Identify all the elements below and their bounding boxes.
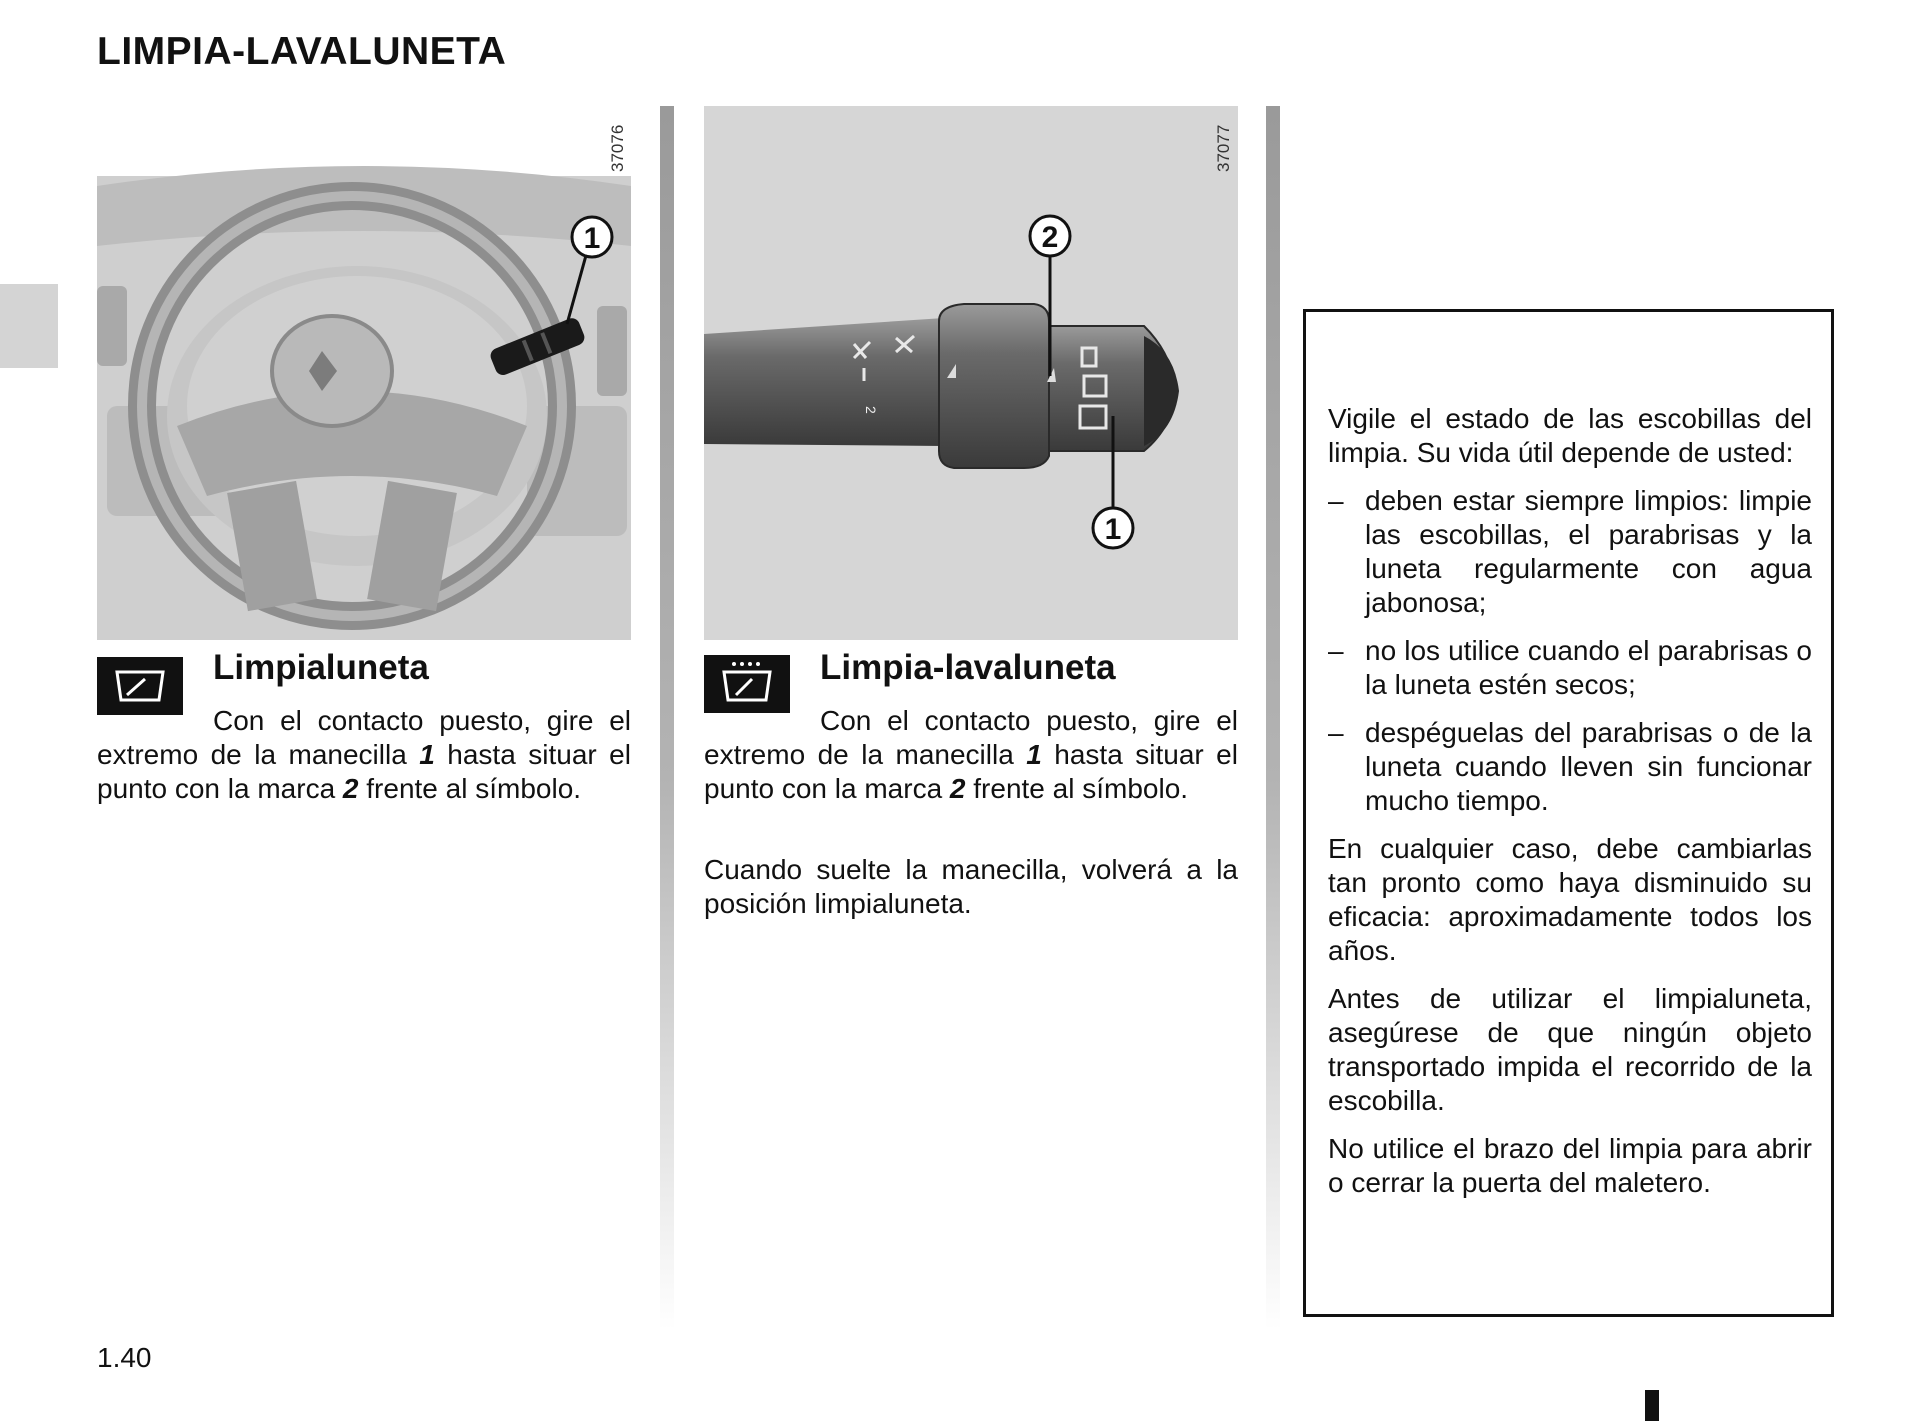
section-heading: Limpialuneta [213,648,429,687]
ref-number: 1 [1026,739,1042,770]
note-paragraph: En cualquier caso, debe cambiarlas tan pronto como haya disminuido su eficacia: aproximadamente todos los años. [1328,833,1812,966]
note-paragraph: Antes de utilizar el limpialuneta, asegúrese de que ningún objeto transportado impida el recorrido de la escobilla. [1328,983,1812,1116]
figure-steering-wheel [97,106,631,640]
page-number: 1.40 [97,1342,152,1373]
column-separator-1 [660,106,674,1330]
ref-number: 1 [419,739,435,770]
ref-number: 2 [342,773,359,804]
column-separator-2 [1266,106,1280,1330]
callout-1: 1 [583,222,601,255]
list-item: – deben estar siempre limpios: limpie las escobillas, el parabrisas y la luneta regularmente con agua jabonosa; [1328,485,1812,618]
callout-1: 1 [1104,513,1122,546]
section-heading: Limpia-lavaluneta [820,648,1116,687]
page-edge-mark [1645,1390,1659,1421]
svg-text:2: 2 [863,406,879,414]
list-item: – no los utilice cuando el parabrisas o la luneta estén secos; [1328,635,1812,700]
note-paragraph: No utilice el brazo del limpia para abrir o cerrar la puerta del maletero. [1328,1133,1812,1198]
list-item: – despéguelas del parabrisas o de la luneta cuando lleven sin funcionar mucho tiempo. [1328,717,1812,816]
callout-2: 2 [1041,221,1059,254]
figure-number: 37077 [1214,124,1233,172]
note-box [1303,309,1834,1317]
figure-number: 37076 [608,124,627,172]
page-title: LIMPIA-LAVALUNETA [97,30,507,73]
section-paragraph: Con el contacto puesto, gire el extremo de la manecilla 1 hasta situar el punto con la marca 2 frente al símbolo. [704,705,1238,804]
note-list [1328,484,1812,818]
note-intro: Vigile el estado de las escobillas del limpia. Su vida útil depende de usted: [1328,403,1812,468]
ref-number: 2 [949,773,966,804]
figure-wiper-stalk [704,106,1238,640]
section-paragraph: Cuando suelte la manecilla, volverá a la posición limpialuneta. [704,854,1238,919]
section-paragraph: Con el contacto puesto, gire el extremo de la manecilla 1 hasta situar el punto con la marca 2 frente al símbolo. [97,705,631,804]
chapter-tab [0,284,58,368]
